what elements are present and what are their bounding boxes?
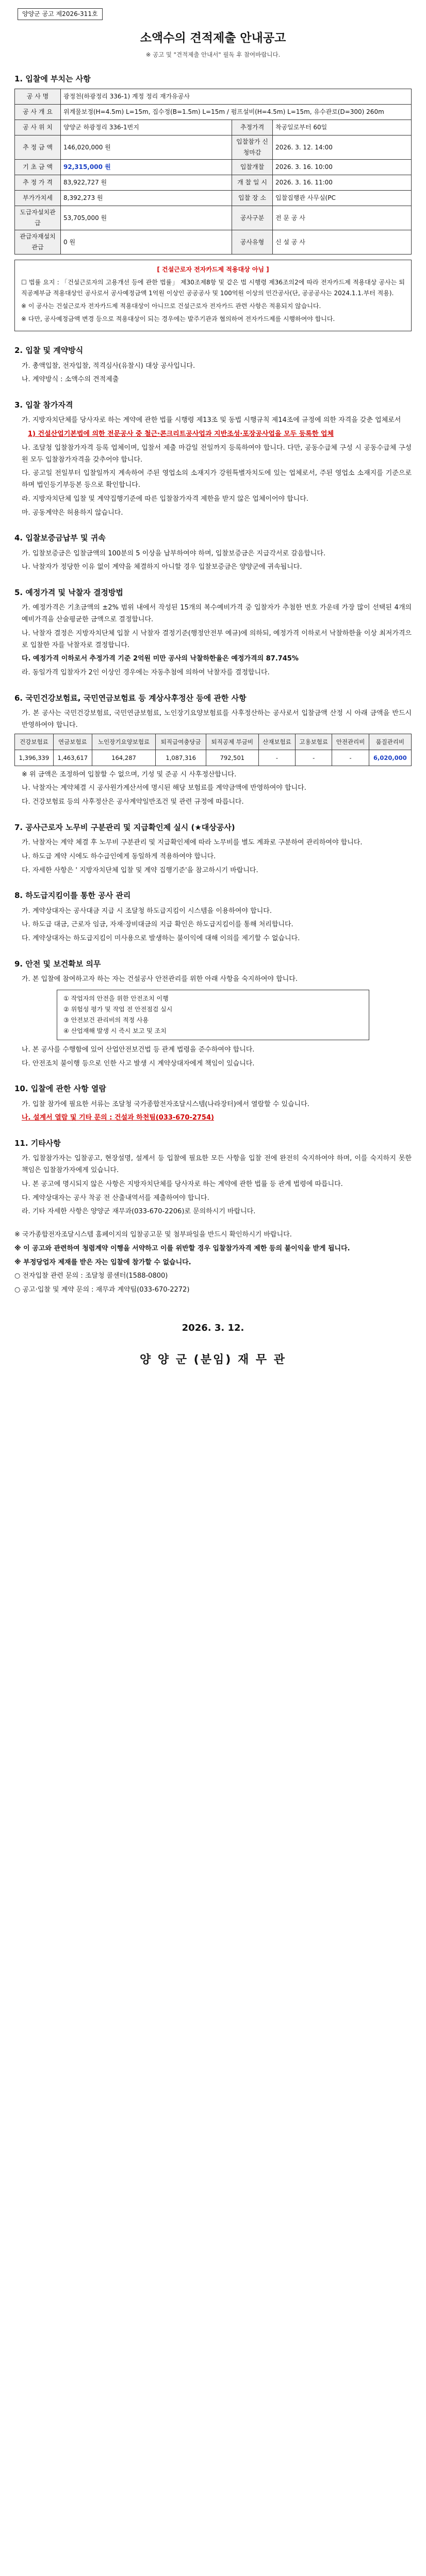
row-value: 0 원 <box>61 230 232 255</box>
table-header-row <box>15 734 412 750</box>
row-value: 2026. 3. 12. 14:00 <box>273 135 412 160</box>
row-value: 신 설 공 사 <box>273 230 412 255</box>
paragraph: 다. 자세한 사항은 ' 지방자치단체 입찰 및 계약 집행기준'을 참고하시기 바랍니다. <box>22 866 258 874</box>
paragraph: 나. 계약방식 : 소액수의 견적제출 <box>22 376 119 384</box>
insurance-table <box>14 734 412 766</box>
paragraph: 다. 안전조치 불이행 등으로 인한 사고 발생 시 계약상대자에게 책임이 있습니다. <box>22 1059 255 1067</box>
row-label: 개 찰 일 시 <box>232 175 273 191</box>
bottom-note: ※ 이 공고와 관련하여 청렴계약 이행을 서약하고 이를 위반할 경우 입찰참가자격 제한 등의 불이익을 받게 됩니다. <box>14 1244 350 1252</box>
paragraph: 나. 하도급 대금, 근로자 임금, 자재·장비대금의 지급 확인은 하도급지킴이를 통해 처리합니다. <box>22 921 293 929</box>
e-card-note-box <box>14 260 412 331</box>
row-label: 입찰참가 신청마감 <box>232 135 273 160</box>
table-row <box>15 160 412 175</box>
e-card-note-line: ※ 다만, 공사예정금액 변경 등으로 적용대상이 되는 경우에는 발주기관과 협의하여 전자카드제를 시행하여야 합니다. <box>21 315 335 323</box>
table-row <box>15 120 412 135</box>
e-card-note-line: ☐ 법률 요지 : 「건설근로자의 고용개선 등에 관한 법률」 제30조제8항 및 같은 법 시행령 제36조의2에 따라 전자카드제 적용대상 공사는 퇴직공제부금 적용대상인 공사로서 공사예정금액 1억원 이상인 공공공사 및 100억원 이상의 민간공사(단, 공공공사는 2024.1.1.부터 적용). <box>21 279 405 297</box>
paragraph: 다. 건강보험료 등의 사후정산은 공사계약일반조건 및 관련 규정에 따릅니다. <box>22 798 244 806</box>
row-label: 도급자설치관급 <box>15 206 61 230</box>
row-label: 입찰 장 소 <box>232 191 273 206</box>
paragraph: 다. 계약상대자는 하도급지킴이 미사용으로 발생하는 불이익에 대해 이의를 제기할 수 없습니다. <box>22 935 300 943</box>
row-label: 입찰개찰 <box>232 160 273 175</box>
paragraph: 나. 낙찰자는 계약체결 시 공사원가계산서에 명시된 해당 보험료를 계약금액에 반영하여야 합니다. <box>22 784 306 792</box>
footer-org: 양 양 군 (분임) 재 무 관 <box>139 1353 287 1367</box>
row-label: 공사유형 <box>232 230 273 255</box>
section10-heading: 10. 입찰에 관한 사항 열람 <box>14 1084 106 1094</box>
footer-date: 2026. 3. 12. <box>182 1322 244 1333</box>
row-value: 광정천(하광정리 336-1) 계정 정리 재가유공사 <box>61 89 412 105</box>
paragraph: 나. 낙찰자 결정은 지방자치단체 입찰 시 낙찰자 결정기준(행정안전부 예규)에 의하되, 예정가격 이하로서 낙찰하한율 이상 최저가격으로 입찰한 자를 낙찰자로 결정합니다. <box>22 629 412 649</box>
table-row <box>15 105 412 120</box>
paragraph: 가. 입찰 참가에 필요한 서류는 조달청 국가종합전자조달시스템(나라장터)에서 열람할 수 있습니다. <box>22 1100 309 1108</box>
table-cell: 1,087,316 <box>156 750 206 766</box>
bottom-note: ○ 전자입찰 관련 문의 : 조달청 콜센터(1588-0800) <box>14 1272 168 1280</box>
row-value: 입찰집행관 사무실(PC <box>273 191 412 206</box>
column-header: 안전관리비 <box>332 734 369 750</box>
notice-number: 양양군 공고 제2026-311호 <box>18 8 103 20</box>
paragraph: 가. 지방자치단체를 당사자로 하는 계약에 관한 법률 시행령 제13조 및 동법 시행규칙 제14조에 규정에 의한 자격을 갖춘 업체로서 <box>22 416 401 425</box>
e-card-note-line: ※ 이 공사는 건설근로자 전자카드제 적용대상이 아니므로 건설근로자 전자카드 관련 사항은 적용되지 않습니다. <box>21 302 321 310</box>
row-label: 공 사 위 치 <box>15 120 61 135</box>
table-row <box>15 175 412 191</box>
paragraph: 가. 입찰참가자는 입찰공고, 현장설명, 설계서 등 입찰에 필요한 모든 사항을 입찰 전에 완전히 숙지하여야 하며, 이를 숙지하지 못한 책임은 입찰참가자에게 있습니다. <box>22 1155 412 1175</box>
row-label: 추정가격 <box>232 120 273 135</box>
row-label: 부가가치세 <box>15 191 61 206</box>
column-header: 산재보험료 <box>258 734 295 750</box>
column-header: 노인장기요양보험료 <box>92 734 156 750</box>
section7-heading: 7. 공사근로자 노무비 구분관리 및 지급확인제 실시 (★대상공사) <box>14 822 235 832</box>
row-label: 관급자재설치관급 <box>15 230 61 255</box>
paragraph: 가. 낙찰자는 계약 체결 후 노무비 구분관리 및 지급확인제에 따라 노무비를 별도 계좌로 구분하여 관리하여야 합니다. <box>22 839 363 847</box>
row-label: 추 정 금 액 <box>15 135 61 160</box>
safety-item: ③ 안전보건 관리비의 적정 사용 <box>63 1016 149 1024</box>
table-cell: - <box>258 750 295 766</box>
lower-limit-rate-line: 다. 예정가격 이하로서 추정가격 기준 2억원 미만 공사의 낙찰하한율은 예정가격의 87.745% <box>22 655 299 663</box>
row-value: 양양군 하광정리 336-1번지 <box>61 120 232 135</box>
paragraph: 나. 낙찰자가 정당한 이유 없이 계약을 체결하지 아니할 경우 입찰보증금은 양양군에 귀속됩니다. <box>22 563 302 571</box>
table-cell: - <box>296 750 332 766</box>
column-header: 퇴직공제 부금비 <box>206 734 258 750</box>
paragraph: 다. 공고일 전일부터 입찰일까지 계속하여 주된 영업소의 소재지가 강원특별자치도에 있는 업체로서, 주된 영업소 소재지를 기준으로 하며 법인등기부등본 등으로 확인합니다. <box>22 469 412 489</box>
table-row <box>15 750 412 766</box>
paragraph: 가. 계약상대자는 공사대금 지급 시 조달청 하도급지킴이 시스템을 이용하여야 합니다. <box>22 907 272 915</box>
column-header: 연금보험료 <box>53 734 92 750</box>
row-value: 2026. 3. 16. 11:00 <box>273 175 412 191</box>
paragraph: 라. 동일가격 입찰자가 2인 이상인 경우에는 자동추첨에 의하여 낙찰자를 결정합니다. <box>22 669 270 677</box>
row-value: 위계물보정(H=4.5m) L=15m, 집수정(B=1.5m) L=15m / 펌프설비(H=4.5m) L=15m, 유수관로(D=300) 260m <box>61 105 412 120</box>
paragraph: 가. 입찰보증금은 입찰금액의 100분의 5 이상을 납부하여야 하며, 입찰보증금은 지급각서로 갈음합니다. <box>22 549 326 557</box>
section2-heading: 2. 입찰 및 계약방식 <box>14 346 84 355</box>
row-label: 공사구분 <box>232 206 273 230</box>
row-value: 53,705,000 원 <box>61 206 232 230</box>
page-title: 소액수의 견적제출 안내공고 <box>140 31 286 45</box>
contact-line: 나. 설계서 열람 및 기타 문의 : 건설과 하천팀(033-670-2754) <box>22 1114 214 1122</box>
safety-box <box>57 990 369 1040</box>
bottom-note: ※ 부정당업자 제재를 받은 자는 입찰에 참가할 수 없습니다. <box>14 1258 191 1266</box>
paragraph: 나. 본 공고에 명시되지 않은 사항은 지방자치단체를 당사자로 하는 계약에 관한 법률 등 관계 법령에 따릅니다. <box>22 1180 343 1188</box>
row-value: 착공일로부터 60일 <box>273 120 412 135</box>
row-value: 8,392,273 원 <box>61 191 232 206</box>
section9-heading: 9. 안전 및 보건확보 의무 <box>14 959 101 969</box>
section1-heading: 1. 입찰에 부치는 사항 <box>14 74 91 84</box>
section3-heading: 3. 입찰 참가자격 <box>14 400 73 410</box>
paragraph: 다. 계약상대자는 공사 착공 전 산출내역서를 제출하여야 합니다. <box>22 1194 209 1202</box>
overview-table <box>14 89 412 255</box>
row-value: 전 문 공 사 <box>273 206 412 230</box>
page-subtitle: ※ 공고 및 "견적제출 안내서" 필독 후 참여바랍니다. <box>145 51 281 58</box>
row-label: 기 초 금 액 <box>15 160 61 175</box>
safety-item: ① 작업자의 안전을 위한 안전조치 이행 <box>63 994 169 1002</box>
table-cell: 164,287 <box>92 750 156 766</box>
paragraph: 라. 기타 자세한 사항은 양양군 재무과(033-670-2206)로 문의하시기 바랍니다. <box>22 1208 256 1216</box>
paragraph: 나. 하도급 계약 시에도 하수급인에게 동일하게 적용하여야 합니다. <box>22 852 216 860</box>
table-cell: 1,463,617 <box>53 750 92 766</box>
row-value: 2026. 3. 16. 10:00 <box>273 160 412 175</box>
row-value: 83,922,727 원 <box>61 175 232 191</box>
e-card-note-title: [ 건설근로자 전자카드제 적용대상 아님 ] <box>157 266 269 274</box>
section4-heading: 4. 입찰보증금납부 및 귀속 <box>14 533 106 543</box>
paragraph: ※ 위 금액은 조정하여 입찰할 수 없으며, 기성 및 준공 시 사후정산합니다. <box>22 770 237 778</box>
paragraph: 나. 조달청 입찰참가자격 등록 업체이며, 입찰서 제출 마감일 전일까지 등록하여야 합니다. 다만, 공동수급체 구성 시 공동수급체 구성원 모두 입찰참가자격을 갖추어야 합니다. <box>22 444 412 464</box>
row-label: 추 정 가 격 <box>15 175 61 191</box>
paragraph: 가. 예정가격은 기초금액의 ±2% 범위 내에서 작성된 15개의 복수예비가격 중 입찰자가 추첨한 번호 가운데 가장 많이 선택된 4개의 예비가격을 산술평균한 금액으로 결정합니다. <box>22 604 412 624</box>
paragraph: 가. 본 입찰에 참여하고자 하는 자는 건설공사 안전관리를 위한 아래 사항을 숙지하여야 합니다. <box>22 975 298 984</box>
row-value: 146,020,000 원 <box>61 135 232 160</box>
bottom-note: ○ 공고·입찰 및 계약 문의 : 재무과 계약팀(033-670-2272) <box>14 1286 190 1294</box>
table-row <box>15 191 412 206</box>
paragraph: 가. 본 공사는 국민건강보험료, 국민연금보험료, 노인장기요양보험료를 사후정산하는 공사로서 입찰금액 산정 시 아래 금액을 반드시 반영하여야 합니다. <box>22 709 412 729</box>
table-row <box>15 206 412 230</box>
paragraph: 가. 총액입찰, 전자입찰, 적격심사(유찰시) 대상 공사입니다. <box>22 362 195 370</box>
section8-heading: 8. 하도급지킴이를 통한 공사 관리 <box>14 891 131 901</box>
table-cell: - <box>332 750 369 766</box>
qualification-highlight: 1) 건설산업기본법에 의한 전문공사 중 철근·콘크리트공사업과 지반조성·포장공사업을 모두 등록한 업체 <box>28 430 334 438</box>
row-label: 공 사 개 요 <box>15 105 61 120</box>
column-header: 퇴직급여충당금 <box>156 734 206 750</box>
column-header: 품질관리비 <box>369 734 411 750</box>
table-row <box>15 89 412 105</box>
table-cell: 792,501 <box>206 750 258 766</box>
safety-item: ② 위험성 평가 및 작업 전 안전점검 실시 <box>63 1005 173 1013</box>
section5-heading: 5. 예정가격 및 낙찰자 결정방법 <box>14 588 123 598</box>
section11-heading: 11. 기타사항 <box>14 1139 61 1148</box>
base-amount-value: 92,315,000 원 <box>61 160 232 175</box>
notice-number-row <box>14 8 412 21</box>
bottom-notes <box>14 1229 412 1296</box>
safety-item: ④ 산업재해 발생 시 즉시 보고 및 조치 <box>63 1027 167 1035</box>
table-row <box>15 135 412 160</box>
column-header: 건강보험료 <box>15 734 54 750</box>
column-header: 고용보험료 <box>296 734 332 750</box>
paragraph: 마. 공동계약은 허용하지 않습니다. <box>22 509 123 517</box>
bottom-note: ※ 국가종합전자조달시스템 홈페이지의 입찰공고문 및 첨부파일을 반드시 확인하시기 바랍니다. <box>14 1231 292 1239</box>
paragraph: 나. 본 공사를 수행함에 있어 산업안전보건법 등 관계 법령을 준수하여야 합니다. <box>22 1045 255 1054</box>
table-cell: 1,396,339 <box>15 750 54 766</box>
section6-heading: 6. 국민건강보험료, 국민연금보험료 등 계상사후정산 등에 관한 사항 <box>14 693 247 703</box>
row-label: 공 사 명 <box>15 89 61 105</box>
paragraph: 라. 지방자치단체 입찰 및 계약집행기준에 따른 입찰참가자격 제한을 받지 않은 업체이어야 합니다. <box>22 495 309 503</box>
table-row <box>15 230 412 255</box>
table-cell: 6,020,000 <box>369 750 411 766</box>
